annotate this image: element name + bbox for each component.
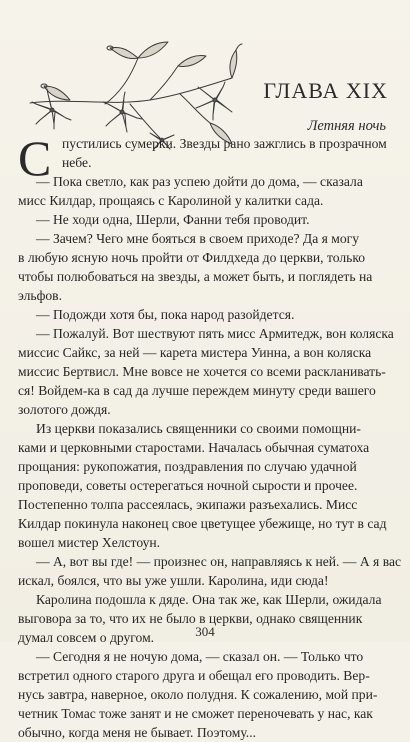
text-line: прощания: рукопожатия, поздравления по случаю удачной bbox=[18, 459, 357, 474]
text-line: эльфов. bbox=[18, 288, 62, 303]
text-line: миссис Бертвисл. Мне вовсе не хочется со всеми раскланивать- bbox=[18, 364, 386, 379]
text-line: Из церкви показались священники со своими помощни- bbox=[36, 421, 361, 436]
text-line: искал, боялся, что вы уже ушли. Каролина, иди сюда! bbox=[18, 573, 329, 588]
text-line: — Сегодня я не ночую дома, — сказал он. — Только что bbox=[36, 649, 364, 664]
text-line: Килдар покинула наконец свое цветущее убежище, но тут в сад bbox=[18, 516, 387, 531]
text-line: нусь завтра, наверное, около полудня. К сожалению, мой при- bbox=[18, 687, 378, 702]
text-line: — А, вот вы где! — произнес он, направляясь к ней. — А я вас bbox=[36, 554, 402, 569]
text-line: — Не ходи одна, Шерли, Фанни тебя проводит. bbox=[36, 212, 310, 227]
text-line: золотого дождя. bbox=[18, 402, 111, 417]
page-number: 304 bbox=[195, 624, 215, 639]
text-line: ками и церковными старостами. Началась обычная суматоха bbox=[18, 440, 370, 455]
text-line: пустились сумерки. Звезды рано зажглись в прозрачном bbox=[62, 136, 387, 151]
chapter-title: ГЛАВА XIX bbox=[263, 78, 388, 103]
text-line: мисс Килдар, прощаясь с Каролиной у калитки сада. bbox=[18, 193, 324, 208]
text-line: выговора за то, что их не было в церкви, однако священник bbox=[18, 611, 363, 626]
text-line: четник Томас тоже занят и не сможет переночевать у нас, как bbox=[18, 706, 373, 721]
text-line: ся! Войдем-ка в сад да лучше переждем минуту среди вашего bbox=[18, 383, 376, 398]
chapter-subtitle: Летняя ночь bbox=[307, 118, 386, 134]
text-line: небе. bbox=[62, 155, 92, 170]
body-text bbox=[18, 134, 402, 742]
text-line: встретил одного старого друга и обещал его проводить. Вер- bbox=[18, 668, 370, 683]
text-line: вошел мистер Хелстоун. bbox=[18, 535, 161, 550]
text-line: проповеди, советы остерегаться ночной сырости и прочее. bbox=[18, 478, 358, 493]
text-line: обычно, когда меня не бывает. Поэтому... bbox=[18, 725, 256, 740]
text-line: — Пока светло, как раз успею дойти до дома, — сказала bbox=[36, 174, 363, 189]
text-line: — Подожди хотя бы, пока народ разойдется. bbox=[36, 307, 295, 322]
text-line: чтобы полюбоваться на звезды, а может быть, и поглядеть на bbox=[18, 269, 373, 284]
text-line: — Зачем? Чего мне бояться в своем приходе? Да я могу bbox=[36, 231, 360, 246]
dropcap-letter: С bbox=[18, 130, 52, 186]
text-line: думал совсем о другом. bbox=[18, 630, 155, 645]
text-line: — Пожалуй. Вот шествуют пять мисс Армитедж, вон коляска bbox=[36, 326, 394, 341]
text-line: Каролина подошла к дяде. Она так же, как Шерли, ожидала bbox=[36, 592, 382, 607]
text-line: миссис Сайкс, за ней — карета мистера Уинна, а вон коляска bbox=[18, 345, 372, 360]
text-line: Постепенно толпа рассеялась, экипажи разъехались. Мисс bbox=[18, 497, 358, 512]
text-line: в любую ясную ночь пройти от Филдхеда до церкви, только bbox=[18, 250, 366, 265]
